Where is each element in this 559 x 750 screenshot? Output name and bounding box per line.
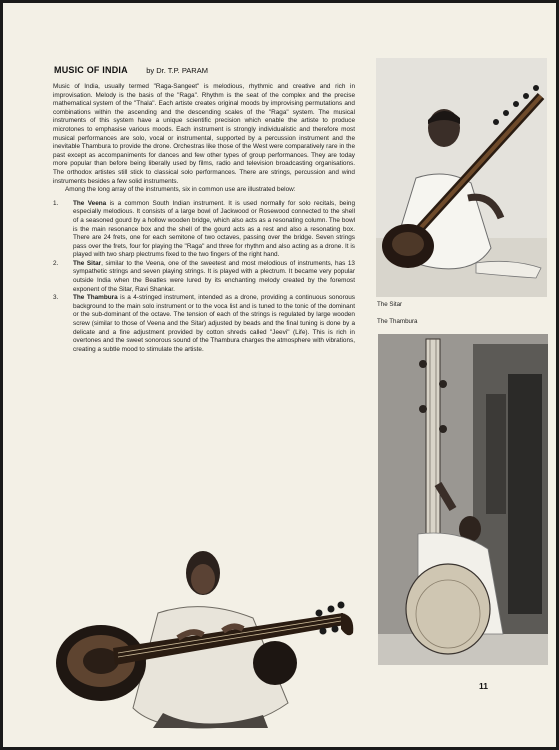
article-title: MUSIC OF INDIA [54, 65, 128, 75]
instrument-name: The Thambura [73, 294, 118, 302]
list-item-veena [53, 200, 355, 260]
instrument-description: is a common South Indian instrument. It is used normally for solo recitals, being especially melodious. It consists of a large bowl of Jackwood or Rosewood connected to the shell of a seasoned gourd by a hollow wooden bridge, which also acts as a resonating column. The bowl is the main resonance box and the shell of the gourd acts as a rest and also a resonating box. There are 24 frets, one for each semitone of two octaves, passing over the bridge. Seven strings pass over the frets, four for playing the "Raga" and three for rhythm and also acting as a drone. It is played with two sharp plectrums fixed to the two fingers of the right hand. [73, 199, 355, 259]
page-number: 11 [479, 681, 488, 691]
instrument-description: , similar to the Veena, one of the sweetest and most melodious of instruments, has 13 sympathetic strings and seven playing strings. It is played with a plectrum. It became very popular outside India when the Beatles were lured by its enchanting melody created by the foremost exponent of the Sitar, Ravi Shankar. [73, 259, 355, 293]
thambura-caption: The Thambura [377, 318, 418, 325]
article-byline: by Dr. T.P. PARAM [146, 66, 208, 75]
list-number: 3. [53, 294, 59, 302]
instrument-list [53, 200, 355, 355]
list-item-sitar [53, 260, 355, 294]
veena-photo [53, 543, 358, 735]
thambura-photo [378, 334, 548, 665]
sitar-photo [376, 58, 547, 297]
instrument-name: The Veena [73, 199, 107, 207]
instrument-description: is a 4-stringed instrument, intended as a drone, providing a continuous sonorous background to the main solo instrument or to the voca list and is tuned to the tonic of the dominant or the sub-dominant of the octave. The tension of each of the strings is regulated by large wooden screw (similar to those of Veena and the Sitar) adjusted by beads and the final tuning is done by a delicate and a fine adjustment provided by cotton shreds called "Jeevi" (Life). This is rich in overtones and the sweet sonorous sound of the Thambura charges the atmosphere with vibrations, creating a subtle mood to stimulate the artiste. [73, 294, 356, 353]
list-number: 1. [53, 199, 59, 207]
list-item-thambura [53, 294, 355, 354]
intro-paragraph-2: Among the long array of the instruments, six in common use are illustrated below: [65, 186, 296, 194]
instrument-name: The Sitar [73, 259, 102, 267]
article-body [53, 83, 355, 354]
sitar-caption: The Sitar [377, 301, 403, 308]
intro-paragraph: Music of India, usually termed "Raga-Sangeet" is melodious, rhythmic and creative and rich in improvisation. Melody is the basis of the "Raga". Rhythm is the seat of the complex and the precise mathematical system of the "Thala". Each artiste creates original moods by improvising permutations and combinations within the ascending and the descending scales of the "Raga" system. The musical instruments of this system have a unique scientific precision which enable the artiste to produce microtones to emphasise various moods. Each instrument is strongly individualistic and therefore most musical performances are solo, vocal or instrumental, supported by a percussion instrument and the inevitable Thambura to provide the drone. Orchestras like those of the West were comparatively rare in the past except as accompaniments for dances and few other types of group performances. They are today more popular than before being liberally used by films, radio and television broadcasting organisations. The orthodox artistes still stick to classical solo performances. There are strings, percussion and wind instruments besides a few solid instruments. [53, 83, 355, 185]
list-number: 2. [53, 259, 59, 267]
magazine-page [3, 3, 556, 747]
article-header [54, 60, 208, 78]
